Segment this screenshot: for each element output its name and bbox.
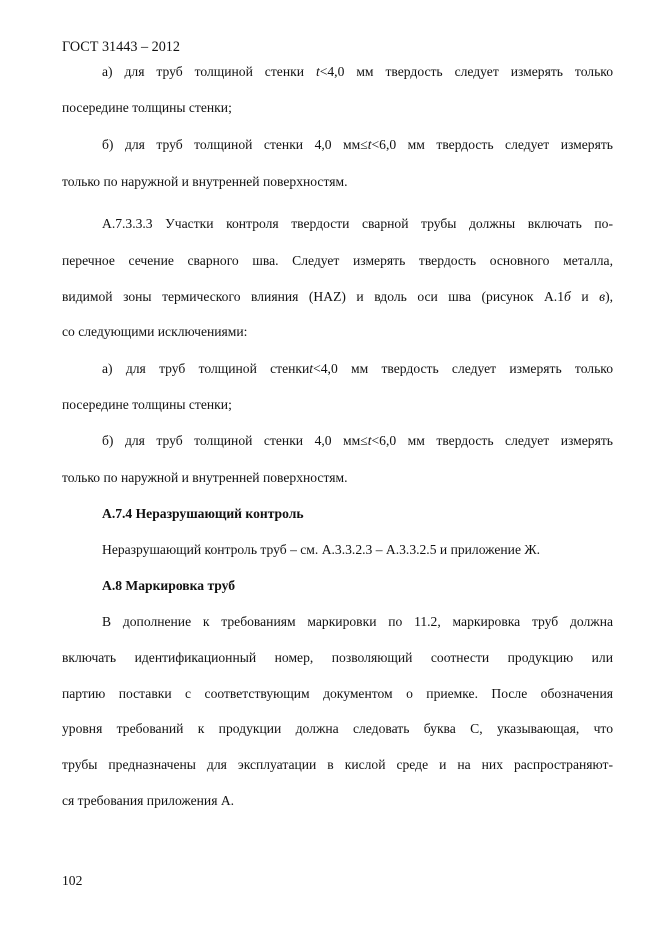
paragraph-a8-line-5: трубы предназначены для эксплуатации в кислой среде и на них распространяют- [62,757,613,772]
list-item-a-line-2: посередине толщины стенки; [62,100,232,115]
list-item-a-line-1: а) для труб толщиной стенки t<4,0 мм твердость следует измерять только [102,64,614,79]
document-header: ГОСТ 31443 – 2012 [62,39,180,55]
paragraph-a7333-line-1: А.7.3.3.3 Участки контроля твердости сварной трубы должны включать по- [102,216,613,231]
list-item-a2-line-2: посередине толщины стенки; [62,397,232,412]
paragraph-a74: Неразрушающий контроль труб – см. А.3.3.2.3 – А.3.3.2.5 и приложение Ж. [102,542,540,557]
paragraph-a8-line-3: партию поставки с соответствующим документом о приемке. После обозначения [62,686,613,701]
list-item-b-line-1: б) для труб толщиной стенки 4,0 мм≤t<6,0 мм твердость следует измерять [102,137,613,152]
list-item-b2-line-2: только по наружной и внутренней поверхностям. [62,470,348,485]
list-item-b-line-2: только по наружной и внутренней поверхностям. [62,174,348,189]
list-item-b2-line-1: б) для труб толщиной стенки 4,0 мм≤t<6,0 мм твердость следует измерять [102,433,613,448]
list-item-a2-line-1: а) для труб толщиной стенкиt<4,0 мм твердость следует измерять только [102,361,614,376]
paragraph-a8-line-4: уровня требований к продукции должна следовать буква С, указывающая, что [62,721,613,736]
section-heading-a74: А.7.4 Неразрушающий контроль [102,506,304,521]
paragraph-a7333-line-4: со следующими исключениями: [62,324,248,339]
paragraph-a8-line-2: включать идентификационный номер, позволяющий соотнести продукцию или [62,650,613,665]
page-number: 102 [62,873,83,888]
paragraph-a7333-line-2: перечное сечение сварного шва. Следует измерять твердость основного металла, [62,253,613,268]
paragraph-a7333-line-3: видимой зоны термического влияния (HAZ) и вдоль оси шва (рисунок А.1б и в), [62,289,613,304]
section-heading-a8: А.8 Маркировка труб [102,578,236,593]
paragraph-a8-line-1: В дополнение к требованиям маркировки по 11.2, маркировка труб должна [102,614,613,629]
paragraph-a8-line-6: ся требования приложения А. [62,793,235,808]
